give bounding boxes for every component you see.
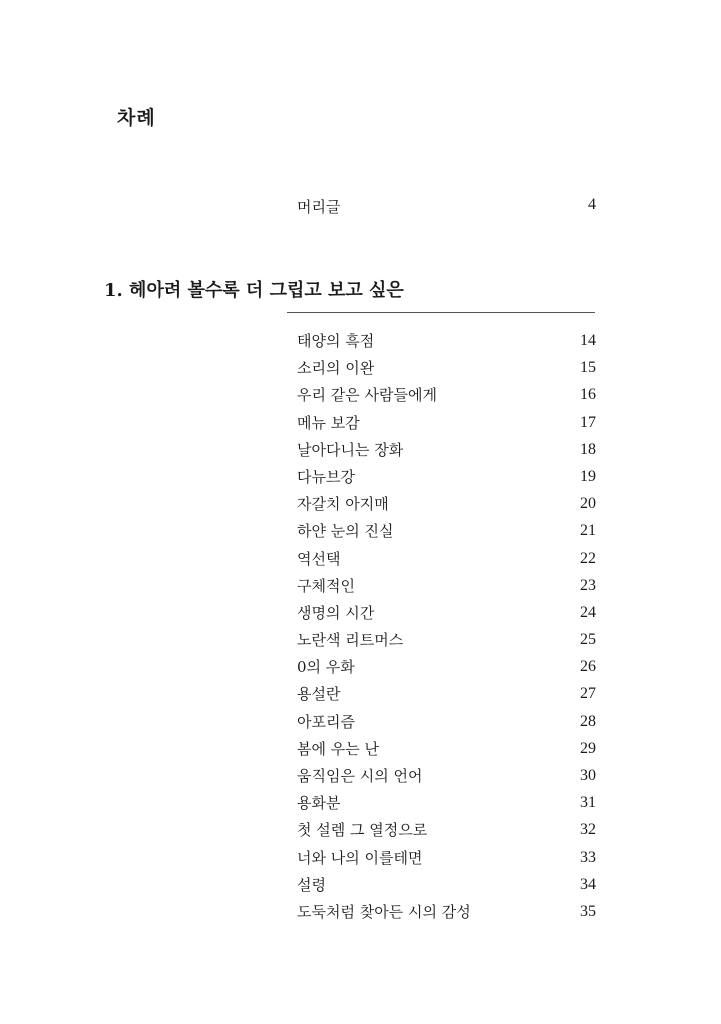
page-title: 차례 bbox=[117, 107, 156, 129]
toc-entry-title: 용설란 bbox=[297, 685, 341, 704]
toc-entry-title: 첫 설렘 그 열정으로 bbox=[297, 821, 428, 840]
toc-entry[interactable] bbox=[297, 467, 596, 494]
toc-entry[interactable] bbox=[297, 576, 596, 603]
toc-entry[interactable] bbox=[297, 766, 596, 793]
toc-entry-title: 우리 같은 사람들에게 bbox=[297, 386, 437, 405]
toc-entry-page-number: 31 bbox=[580, 794, 596, 812]
toc-entry[interactable] bbox=[297, 494, 596, 521]
toc-entry[interactable] bbox=[297, 630, 596, 657]
toc-entry-page-number: 16 bbox=[580, 386, 596, 404]
toc-entry-title: 자갈치 아지매 bbox=[297, 495, 389, 514]
toc-preface-page-number: 4 bbox=[588, 196, 596, 213]
toc-entry[interactable] bbox=[297, 358, 596, 385]
section-divider bbox=[287, 312, 595, 313]
toc-entry[interactable] bbox=[297, 331, 596, 358]
toc-entry-page-number: 35 bbox=[580, 902, 596, 920]
toc-entry-title: 생명의 시간 bbox=[297, 603, 375, 622]
toc-entry-page-number: 23 bbox=[580, 576, 596, 594]
toc-entry-title: 태양의 흑점 bbox=[297, 332, 375, 350]
toc-preface-label: 머리글 bbox=[297, 198, 341, 216]
toc-entry[interactable] bbox=[297, 549, 596, 576]
toc-entry-page-number: 19 bbox=[580, 467, 596, 485]
toc-entry[interactable] bbox=[297, 793, 596, 820]
toc-entry[interactable] bbox=[297, 902, 596, 929]
toc-entry-title: 노란색 리트머스 bbox=[297, 631, 404, 650]
toc-entry-page-number: 25 bbox=[580, 631, 596, 649]
toc-entry-title: 소리의 이완 bbox=[297, 359, 375, 378]
toc-entry-title: 메뉴 보감 bbox=[297, 413, 360, 432]
toc-entry-title: 하얀 눈의 진실 bbox=[297, 522, 394, 541]
toc-entry-title: 0의 우화 bbox=[297, 658, 355, 677]
toc-entry-title: 움직임은 시의 언어 bbox=[297, 767, 423, 785]
toc-entry-page-number: 32 bbox=[580, 821, 596, 839]
toc-entry-title: 너와 나의 이를테면 bbox=[297, 848, 423, 867]
toc-entry-title: 봄에 우는 난 bbox=[297, 739, 379, 758]
toc-entry-page-number: 27 bbox=[580, 685, 596, 703]
toc-entry[interactable] bbox=[297, 440, 596, 467]
toc-entry-title: 아포리즘 bbox=[297, 712, 355, 731]
toc-entry[interactable] bbox=[297, 385, 596, 412]
toc-entry-title: 날아다니는 장화 bbox=[297, 440, 404, 459]
toc-entry-page-number: 24 bbox=[580, 603, 596, 621]
toc-entry-page-number: 15 bbox=[580, 359, 596, 377]
toc-entry-page-number: 17 bbox=[580, 413, 596, 431]
toc-entry-page-number: 20 bbox=[580, 495, 596, 513]
toc-entry-page-number: 22 bbox=[580, 549, 596, 567]
toc-entry[interactable] bbox=[297, 413, 596, 440]
toc-preface-row[interactable] bbox=[297, 196, 596, 216]
toc-entry[interactable] bbox=[297, 712, 596, 739]
toc-entry-page-number: 21 bbox=[580, 522, 596, 540]
toc-entry[interactable] bbox=[297, 848, 596, 875]
toc-entry-page-number: 34 bbox=[580, 875, 596, 893]
toc-entry-page-number: 28 bbox=[580, 712, 596, 730]
toc-entry-title: 설령 bbox=[297, 875, 326, 894]
toc-entry[interactable] bbox=[297, 657, 596, 684]
toc-entry-page-number: 29 bbox=[580, 739, 596, 757]
section-title: 1. 헤아려 볼수록 더 그립고 보고 싶은 bbox=[104, 280, 404, 301]
toc-entry-title: 역선택 bbox=[297, 549, 341, 568]
toc-entry[interactable] bbox=[297, 603, 596, 630]
toc-entry[interactable] bbox=[297, 521, 596, 548]
toc-entry[interactable] bbox=[297, 875, 596, 902]
toc-entry-page-number: 26 bbox=[580, 658, 596, 676]
toc-entry[interactable] bbox=[297, 684, 596, 711]
toc-entry-page-number: 33 bbox=[580, 848, 596, 866]
toc-entry-title: 용화분 bbox=[297, 794, 341, 813]
toc-list bbox=[297, 331, 596, 929]
toc-entry-page-number: 18 bbox=[580, 440, 596, 458]
toc-entry-page-number: 30 bbox=[580, 767, 596, 784]
toc-entry-title: 구체적인 bbox=[297, 576, 355, 595]
toc-entry-title: 도둑처럼 찾아든 시의 감성 bbox=[297, 902, 471, 921]
toc-entry-title: 다뉴브강 bbox=[297, 467, 355, 486]
toc-entry[interactable] bbox=[297, 820, 596, 847]
toc-entry[interactable] bbox=[297, 739, 596, 766]
toc-entry-page-number: 14 bbox=[580, 332, 596, 349]
